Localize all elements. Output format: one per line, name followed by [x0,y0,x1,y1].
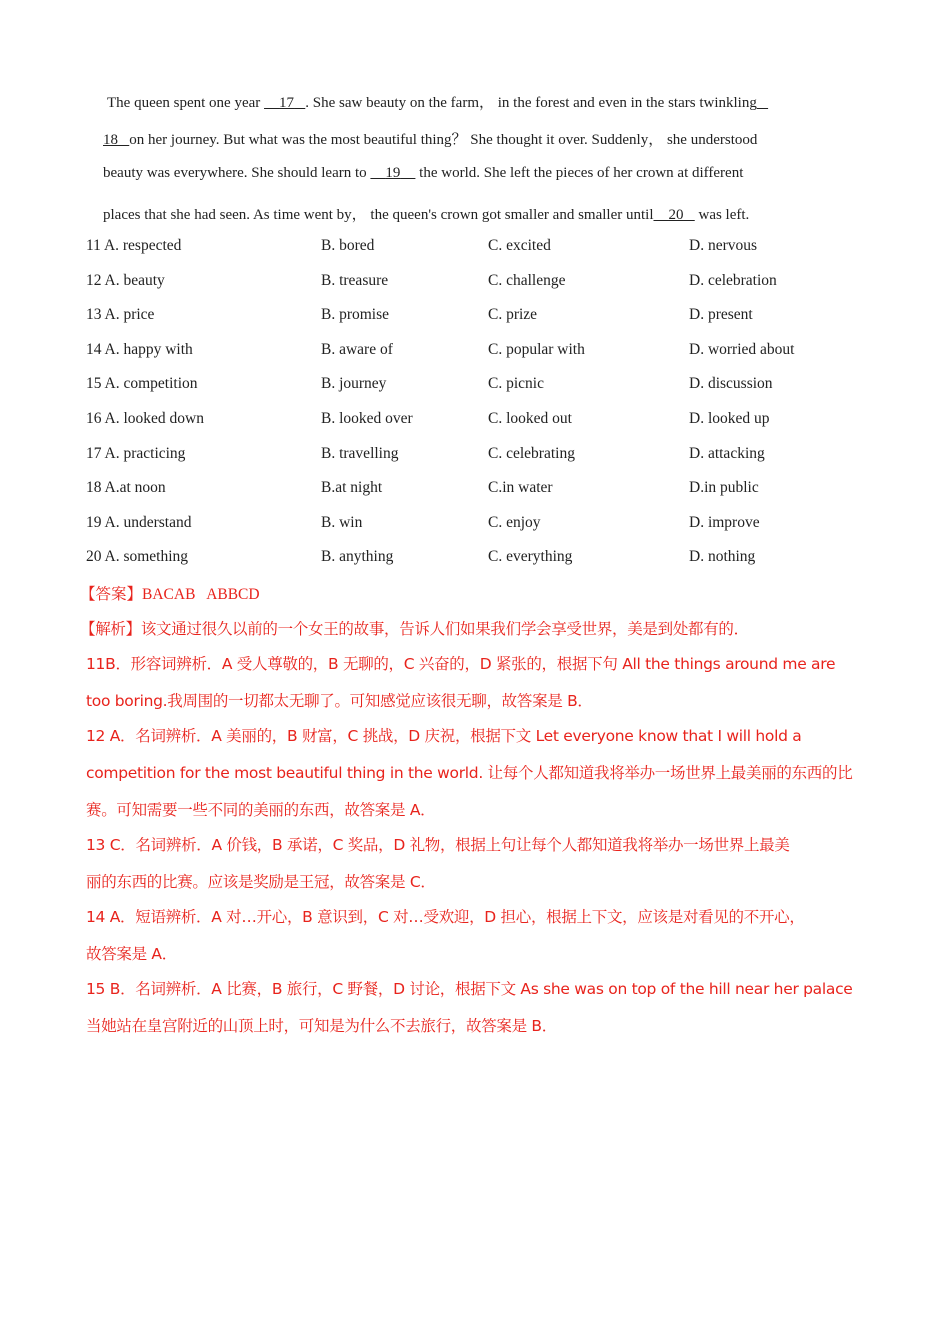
option-d: D. nervous [689,237,758,254]
option-a: 20 A. something [86,548,189,565]
analysis-line: 15 B．名词辨析．A 比赛，B 旅行，C 野餐，D 讨论，根据下文 As she was on top of the hill near her palace [86,980,853,998]
option-row [86,375,886,399]
option-b: B. bored [321,237,375,254]
option-d: D. worried about [689,341,795,358]
option-c: C. celebrating [488,445,575,462]
passage-text: The queen spent one year [107,95,265,111]
passage-line-4 [103,203,749,224]
passage-text: the world. She left the pieces of her crown at different [415,165,744,181]
option-row [86,514,886,538]
option-c: C. enjoy [488,514,541,531]
blank-17: 17 [279,95,295,111]
option-b: B. looked over [321,410,413,427]
option-d: D. celebration [689,272,777,289]
option-row [86,445,886,469]
option-d: D. improve [689,514,760,531]
option-c: C. looked out [488,410,572,427]
passage-line-2 [103,128,757,149]
option-b: B. aware of [321,341,393,358]
option-d: D. looked up [689,410,770,427]
option-c: C.in water [488,479,553,496]
analysis-label: 【解析】 [80,620,141,638]
option-row [86,341,886,365]
option-row [86,548,886,572]
analysis-summary [80,617,749,639]
answer-line [80,582,260,604]
analysis-line: 14 A．短语辨析．A 对…开心，B 意识到，C 对…受欢迎，D 担心，根据上下文，应该是对看见的不开心， [86,908,805,926]
option-c: C. everything [488,548,573,565]
option-d: D. present [689,306,753,323]
option-a: 15 A. competition [86,375,198,392]
option-row [86,272,886,296]
option-c: C. popular with [488,341,585,358]
option-b: B. travelling [321,445,399,462]
analysis-line: 赛。可知需要一些不同的美丽的东西，故答案是 A． [86,801,436,819]
answer-value: BACAB ABBCD [142,586,260,603]
option-d: D. nothing [689,548,756,565]
option-row [86,237,886,261]
passage-text: places that she had seen. As time went by， the queen's crown got smaller and smaller until [103,207,654,223]
analysis-line: 12 A．名词辨析．A 美丽的，B 财富，C 挑战，D 庆祝，根据下文 Let everyone know that I will hold a [86,727,802,745]
option-d: D. discussion [689,375,773,392]
passage-text: . She saw beauty on the farm， in the forest and even in the stars twinkling [305,95,757,111]
option-d: D. attacking [689,445,765,462]
option-a: 12 A. beauty [86,272,165,289]
answer-label: 【答案】 [80,585,143,603]
blank-19: 19 [385,165,401,181]
option-b: B.at night [321,479,383,496]
option-row [86,410,886,434]
option-row [86,306,886,330]
option-c: C. prize [488,306,538,323]
option-a: 16 A. looked down [86,410,204,427]
option-c: C. picnic [488,375,544,392]
analysis-line: 13 C．名词辨析．A 价钱，B 承诺，C 奖品，D 礼物，根据上句让每个人都知道我将举办一场世界上最美 [86,836,790,854]
option-a: 13 A. price [86,306,155,323]
option-b: B. promise [321,306,390,323]
passage-line-1 [107,91,768,112]
option-a: 14 A. happy with [86,341,193,358]
analysis-line: 故答案是 A． [86,945,177,963]
analysis-line: competition for the most beautiful thing in the world. 让每个人都知道我将举办一场世界上最美丽的东西的比 [86,764,853,782]
option-a: 11 A. respected [86,237,182,254]
analysis-line: too boring.我周围的一切都太无聊了。可知感觉应该很无聊，故答案是 B． [86,692,593,710]
blank-18: 18 [103,132,118,148]
passage-line-3 [103,165,743,182]
passage-text: on her journey. But what was the most beautiful thing？ She thought it over. Suddenly， she understood [129,132,758,148]
analysis-line: 丽的东西的比赛。应该是奖励是王冠，故答案是 C． [86,873,436,891]
option-row [86,479,886,503]
option-d: D.in public [689,479,759,496]
option-c: C. excited [488,237,551,254]
option-b: B. treasure [321,272,389,289]
analysis-line: 当她站在皇宫附近的山顶上时，可知是为什么不去旅行，故答案是 B． [86,1017,557,1035]
analysis-line: 11B．形容词辨析．A 受人尊敬的，B 无聊的，C 兴奋的，D 紧张的，根据下句 All the things around me are [86,655,836,673]
analysis-summary-text: 该文通过很久以前的一个女王的故事，告诉人们如果我们学会享受世界，美是到处都有的． [140,620,749,638]
option-a: 18 A.at noon [86,479,166,496]
option-b: B. anything [321,548,394,565]
option-c: C. challenge [488,272,566,289]
passage-text: beauty was everywhere. She should learn to [103,165,371,181]
option-b: B. journey [321,375,387,392]
blank-20: 20 [668,207,684,223]
option-a: 19 A. understand [86,514,192,531]
option-a: 17 A. practicing [86,445,186,462]
passage-text: was left. [694,207,750,223]
option-b: B. win [321,514,363,531]
